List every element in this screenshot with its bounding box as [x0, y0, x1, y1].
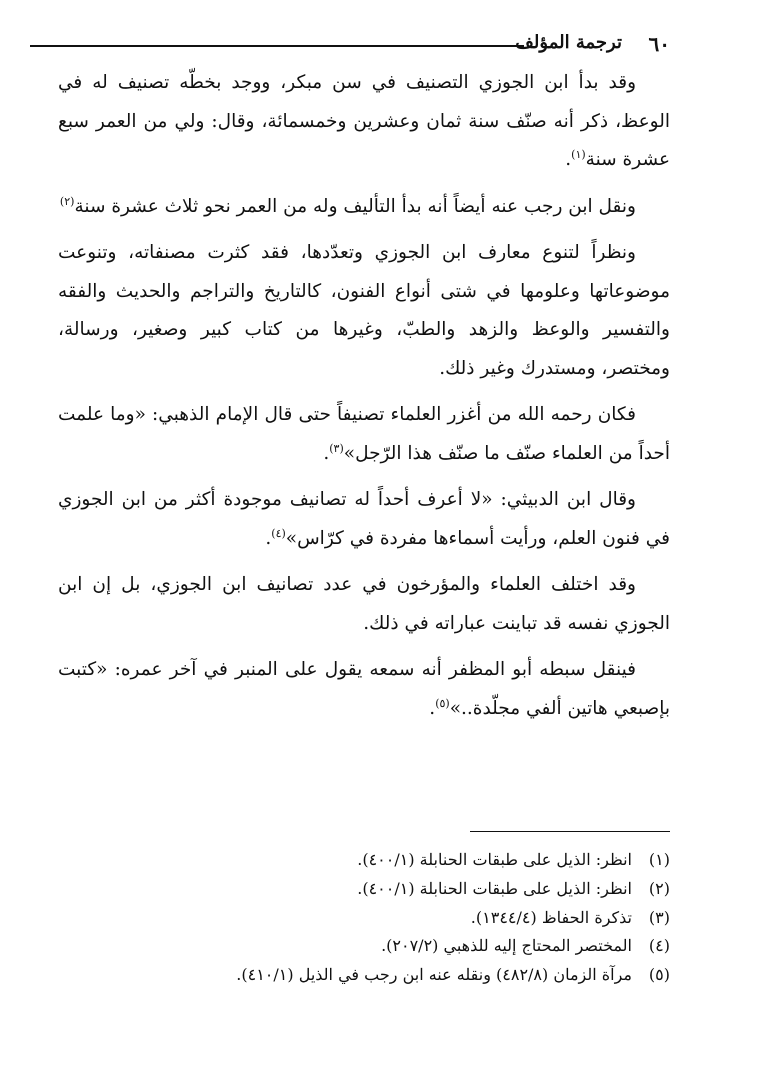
paragraph-text: ونظراً لتنوع معارف ابن الجوزي وتعدّدها، فقد كثرت مصنفاته، وتنوعت موضوعاتها وعلومها في شتى أنواع الفنون، كالتاريخ والتراجم والحديث والفقه والتفسير والوعظ والزهد والطبّ، وغيرها من كتاب كبير وصغير، ورسالة، ومختصر، ومستدرك وغير ذلك.: [58, 242, 670, 379]
footnote-text: انظر: الذيل على طبقات الحنابلة (٤٠٠/١).: [357, 850, 632, 869]
footnote-ref: (٤): [271, 526, 286, 540]
footnote-text: مرآة الزمان (٤٨٢/٨) ونقله عنه ابن رجب في الذيل (٤١٠/١).: [236, 965, 632, 985]
footnote-ref: (٢): [59, 194, 75, 208]
paragraph-tail: .: [565, 149, 572, 170]
footnote-separator: [470, 831, 670, 832]
paragraph-text: فينقل سبطه أبو المظفر أنه سمعه يقول على المنبر في آخر عمره: «كتبت بإصبعي هاتين ألفي مجلّدة..»: [58, 659, 670, 719]
paragraph: [58, 234, 670, 388]
footnote-number: (١): [648, 850, 670, 869]
paragraph-text: وقال ابن الدبيثي: «لا أعرف أحداً له تصانيف موجودة أكثر من ابن الجوزي في فنون العلم، ورأيت أسماءها مفردة في كرّاس»: [58, 489, 670, 549]
footnote: [58, 875, 670, 904]
paragraph-tail: .: [265, 527, 272, 549]
running-title: ترجمة المؤلف: [515, 32, 622, 53]
paragraph: [58, 651, 670, 728]
paragraph-tail: .: [323, 442, 330, 464]
footnote-number: (٤): [648, 936, 670, 956]
main-text: [58, 64, 670, 736]
paragraph-text: فكان رحمه الله من أغزر العلماء تصنيفاً حتى قال الإمام الذهبي: «وما علمت أحداً من العلماء صنّف ما صنّف هذا الرّجل»: [58, 404, 670, 464]
footnote-text: المختصر المحتاج إليه للذهبي (٢٠٧/٢).: [381, 936, 632, 956]
paragraph: [58, 396, 670, 473]
footnote: [58, 932, 670, 961]
footnote-number: (٣): [648, 907, 670, 927]
page-header: [30, 30, 670, 62]
paragraph: [58, 481, 670, 558]
footnote-ref: (٥): [435, 696, 450, 710]
footnote: [58, 961, 670, 990]
paragraph: [58, 188, 670, 227]
footnote: [58, 846, 670, 875]
footnote-number: (٢): [648, 878, 670, 898]
footnote-ref: (١): [571, 147, 586, 161]
paragraph-text: وقد اختلف العلماء والمؤرخون في عدد تصانيف ابن الجوزي، بل إن ابن الجوزي نفسه قد تباينت عباراته في ذلك.: [58, 574, 670, 634]
paragraph-text: ونقل ابن رجب عنه أيضاً أنه بدأ التأليف وله من العمر نحو ثلاث عشرة سنة: [74, 195, 636, 217]
footnote-text: تذكرة الحفاظ (١٣٤٤/٤).: [470, 907, 632, 927]
paragraph-tail: .: [429, 697, 436, 719]
paragraph-text: وقد بدأ ابن الجوزي التصنيف في سن مبكر، ووجد بخطّه تصنيف له في الوعظ، ذكر أنه صنّف سنة ثمان وعشرين وخمسمائة، وقال: ولي من العمر سبع عشرة سنة: [58, 72, 670, 170]
footnote: [58, 904, 670, 933]
paragraph: [58, 566, 670, 643]
page-number: ٦٠: [648, 32, 670, 56]
footnote-ref: (٣): [329, 441, 344, 455]
footnotes: [58, 846, 670, 990]
header-rule: [30, 45, 524, 47]
paragraph: [58, 64, 670, 180]
footnote-number: (٥): [648, 965, 670, 985]
footnote-text: انظر: الذيل على طبقات الحنابلة (٤٠٠/١).: [357, 878, 632, 898]
